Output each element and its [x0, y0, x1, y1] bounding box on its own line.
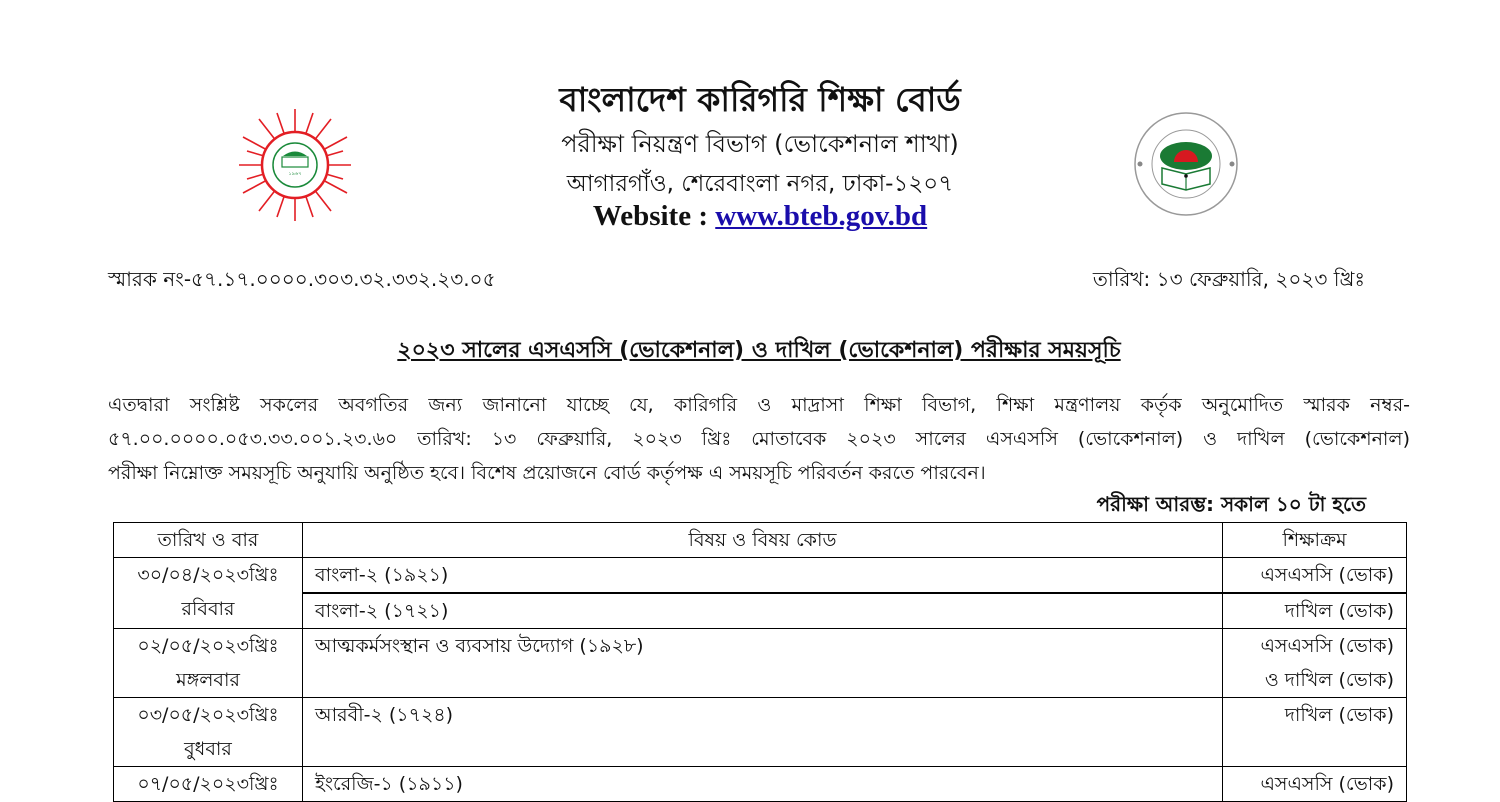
subject-cell: ইংরেজি-১ (১৯১১)	[303, 767, 1223, 802]
exam-date: ০৩/০৫/২০২৩খ্রিঃ	[137, 704, 279, 726]
website-label: Website :	[592, 200, 716, 232]
table-row	[114, 629, 1407, 698]
address: আগারগাঁও, শেরেবাংলা নগর, ঢাকা-১২০৭	[566, 171, 954, 197]
website-line	[400, 200, 1120, 233]
date-cell	[114, 698, 303, 767]
date-cell	[114, 558, 303, 629]
exam-date: ০২/০৫/২০২৩খ্রিঃ	[137, 635, 279, 657]
exam-day: রবিবার	[181, 598, 235, 620]
curriculum-cell	[1223, 629, 1407, 698]
paragraph-line: এতদ্বারা সংশ্লিষ্ট সকলের অবগতির জন্য জানানো যাচ্ছে যে, কারিগরি ও মাদ্রাসা শিক্ষা বিভাগ, শিক্ষা মন্ত্রণালয় কর্তৃক অনুমোদিত স্মারক নম্বর-	[108, 394, 1410, 416]
bteb-seal-icon	[237, 107, 353, 223]
website-link[interactable]: www.bteb.gov.bd	[715, 200, 928, 232]
column-header-curriculum: শিক্ষাক্রম	[1223, 523, 1407, 558]
memo-number: স্মারক নং-৫৭.১৭.০০০০.৩০৩.৩২.৩৩২.২৩.০৫	[108, 267, 496, 291]
date-cell: ০৭/০৫/২০২৩খ্রিঃ	[114, 767, 303, 802]
curriculum-line: এসএসসি (ভোক)	[1260, 635, 1394, 657]
table-header-row	[114, 523, 1407, 558]
org-name: বাংলাদেশ কারিগরি শিক্ষা বোর্ড	[559, 80, 961, 119]
table-row	[114, 767, 1407, 802]
curriculum-cell: এসএসসি (ভোক)	[1223, 558, 1407, 594]
exam-date: ৩০/০৪/২০২৩খ্রিঃ	[137, 564, 279, 586]
column-header-subject: বিষয় ও বিষয় কোড	[303, 523, 1223, 558]
exam-schedule-table	[113, 522, 1407, 802]
education-emblem-icon	[1132, 110, 1240, 218]
notice-title: ২০২৩ সালের এসএসসি (ভোকেশনাল) ও দাখিল (ভোকেশনাল) পরীক্ষার সময়সূচি	[397, 338, 1121, 363]
subject-cell: বাংলা-২ (১৭২১)	[303, 593, 1223, 629]
subject-cell: আত্মকর্মসংস্থান ও ব্যবসায় উদ্যোগ (১৯২৮)	[303, 629, 1223, 698]
exam-day: বুধবার	[184, 738, 232, 760]
svg-text:১৯৬৭: ১৯৬৭	[288, 171, 302, 177]
exam-day: মঙ্গলবার	[176, 669, 240, 691]
table-row	[114, 698, 1407, 767]
curriculum-cell: দাখিল (ভোক)	[1223, 593, 1407, 629]
subject-cell: বাংলা-২ (১৯২১)	[303, 558, 1223, 594]
curriculum-line: ও দাখিল (ভোক)	[1264, 669, 1394, 691]
paragraph-line: ৫৭.০০.০০০০.০৫৩.৩৩.০০১.২৩.৬০ তারিখ: ১৩ ফেব্রুয়ারি, ২০২৩ খ্রিঃ মোতাবেক ২০২৩ সালের এসএসসি (ভোকেশনাল) ও দাখিল (ভোকেশনাল)	[108, 428, 1410, 450]
table-row	[114, 593, 1407, 629]
curriculum-cell: দাখিল (ভোক)	[1223, 698, 1407, 767]
column-header-date: তারিখ ও বার	[114, 523, 303, 558]
subject-cell: আরবী-২ (১৭২৪)	[303, 698, 1223, 767]
memo-date: তারিখ: ১৩ ফেব্রুয়ারি, ২০২৩ খ্রিঃ	[1092, 267, 1365, 291]
date-cell	[114, 629, 303, 698]
department-name: পরীক্ষা নিয়ন্ত্রণ বিভাগ (ভোকেশনাল শাখা)	[561, 130, 959, 158]
exam-start-time: পরীক্ষা আরম্ভ: সকাল ১০ টা হতে	[1096, 492, 1366, 516]
notice-paragraph	[108, 388, 1410, 490]
table-row	[114, 558, 1407, 594]
paragraph-line: পরীক্ষা নিম্নোক্ত সময়সূচি অনুযায়ি অনুষ্ঠিত হবে। বিশেষ প্রয়োজনে বোর্ড কর্তৃপক্ষ এ সময়সূচি পরিবর্তন করতে পারবেন।	[108, 462, 986, 484]
curriculum-cell: এসএসসি (ভোক)	[1223, 767, 1407, 802]
